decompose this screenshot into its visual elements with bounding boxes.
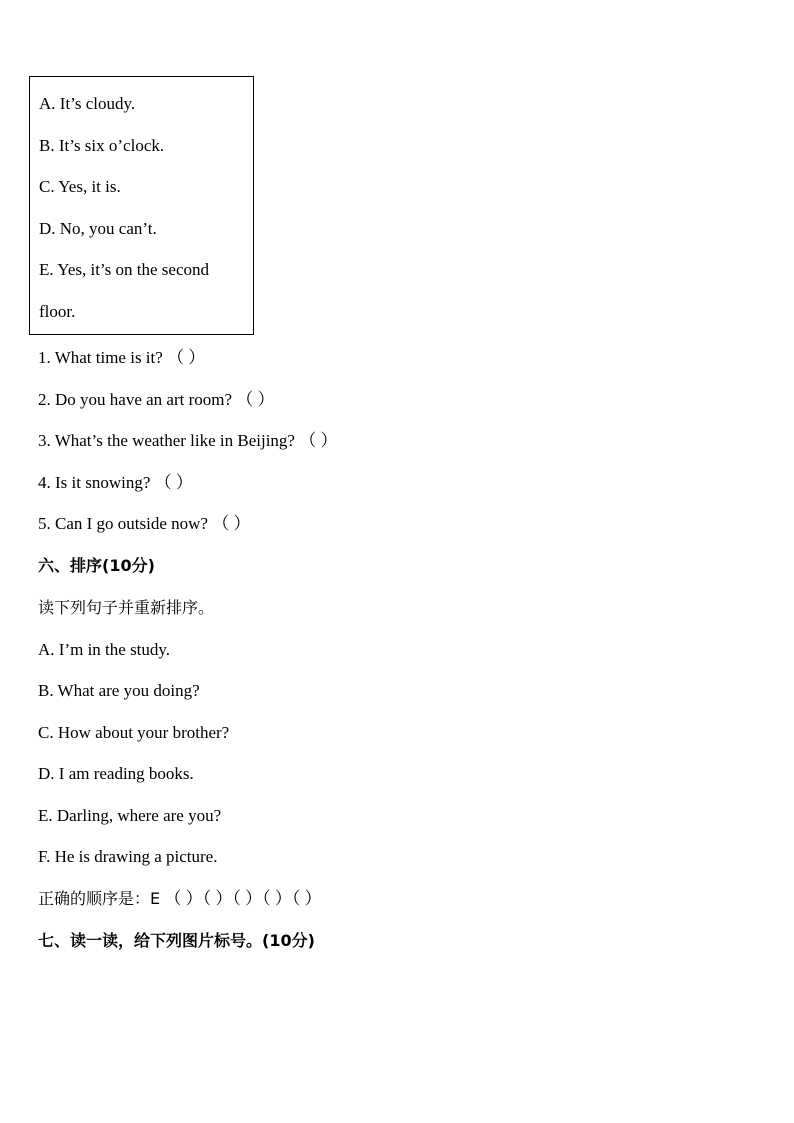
sentence-c: C. How about your brother? — [38, 723, 230, 742]
section-6-instruction: 读下列句子并重新排序。 — [38, 598, 215, 617]
question-1 — [38, 348, 205, 368]
order-blanks[interactable]: （ ）（ ）（ ）（ ）（ ） — [164, 889, 322, 908]
question-5 — [38, 514, 250, 534]
sentence-f: F. He is drawing a picture. — [38, 847, 218, 866]
answer-blank[interactable]: （ ） — [154, 473, 193, 492]
option-d: D. No, you can’t. — [39, 219, 157, 238]
section-6-heading: 六、排序(10分) — [38, 556, 155, 575]
sentence-a: A. I’m in the study. — [38, 640, 171, 659]
question-text: 1. What time is it? — [38, 348, 163, 367]
answer-blank[interactable]: （ ） — [167, 348, 206, 367]
answer-blank[interactable]: （ ） — [299, 431, 338, 450]
option-c: C. Yes, it is. — [39, 177, 121, 196]
question-text: 3. What’s the weather like in Beijing? — [38, 431, 295, 450]
sentence-d: D. I am reading books. — [38, 764, 194, 783]
question-3 — [38, 431, 337, 451]
order-label: 正确的顺序是：E — [38, 889, 161, 908]
question-text: 5. Can I go outside now? — [38, 514, 208, 533]
answer-options-box — [29, 76, 254, 335]
question-text: 4. Is it snowing? — [38, 473, 151, 492]
option-a: A. It’s cloudy. — [39, 94, 136, 113]
sentence-e: E. Darling, where are you? — [38, 806, 222, 825]
option-b: B. It’s six o’clock. — [39, 136, 165, 155]
section-7-heading: 七、读一读，给下列图片标号。(10分) — [38, 931, 315, 950]
question-2 — [38, 390, 275, 410]
question-4 — [38, 473, 193, 493]
option-e-continued: floor. — [39, 302, 76, 321]
answer-blank[interactable]: （ ） — [236, 390, 275, 409]
option-e: E. Yes, it’s on the second — [39, 260, 209, 279]
question-text: 2. Do you have an art room? — [38, 390, 233, 409]
order-answer-line — [38, 889, 322, 909]
answer-blank[interactable]: （ ） — [212, 514, 251, 533]
sentence-b: B. What are you doing? — [38, 681, 200, 700]
